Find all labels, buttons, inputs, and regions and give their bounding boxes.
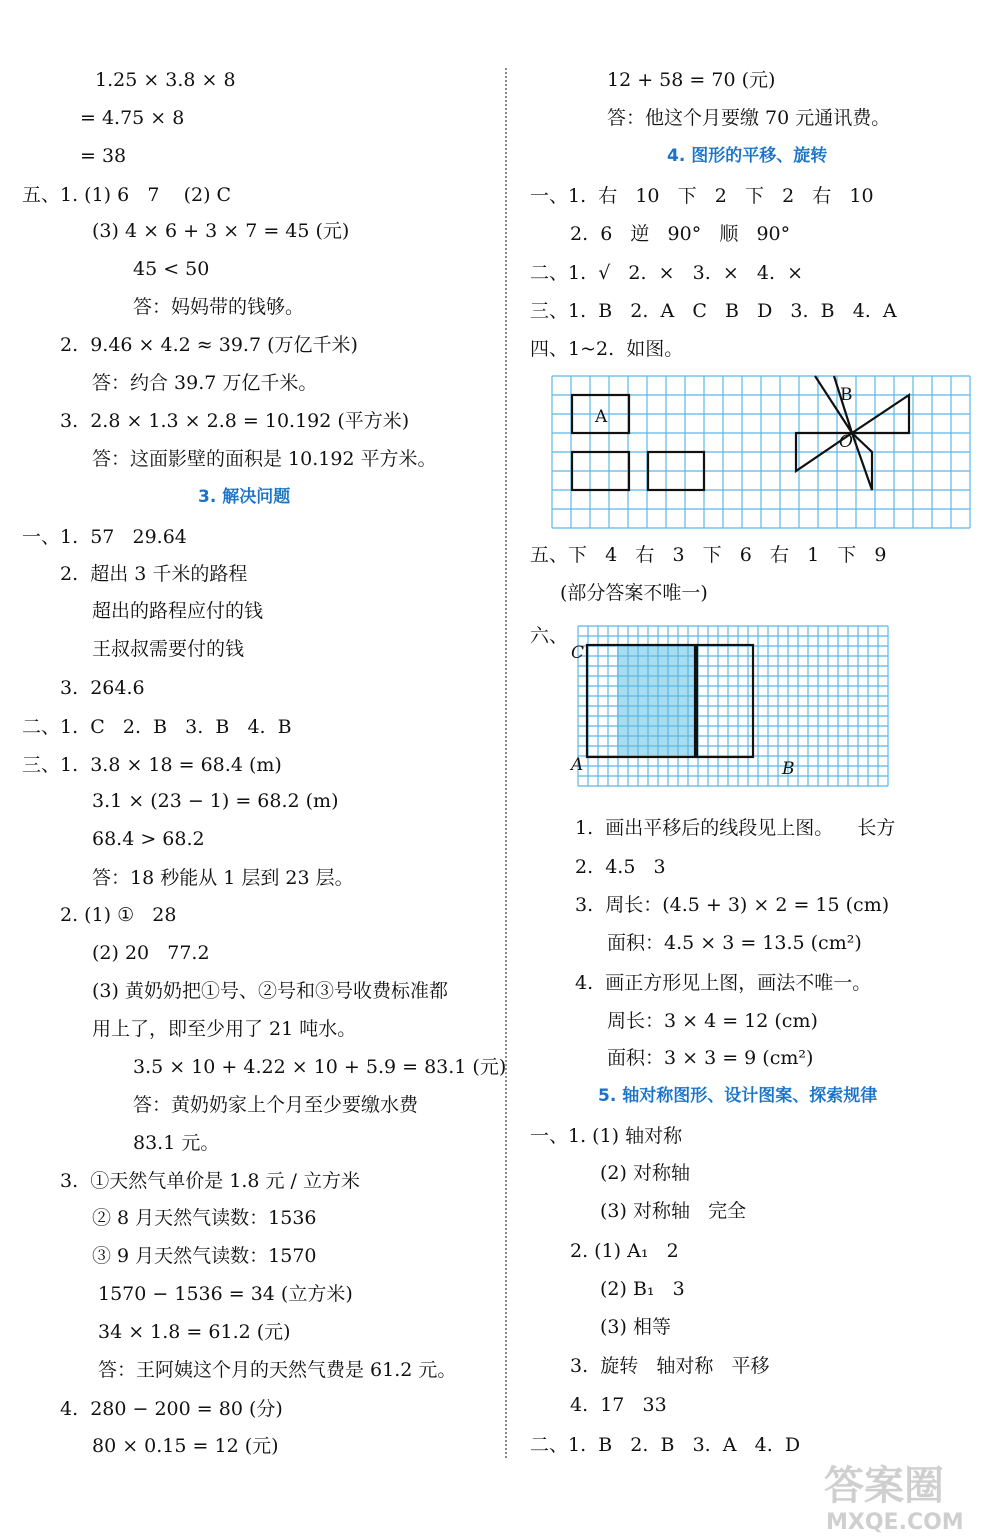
left-line-13: 超出的路程应付的钱	[92, 600, 264, 622]
right-line-19: (3) 对称轴 完全	[600, 1200, 747, 1222]
right-line-12: 3. 周长：(4.5 + 3) × 2 = 15 (cm)	[575, 894, 890, 916]
left-line-31: 1570 − 1536 = 34 (立方米)	[98, 1283, 353, 1305]
right-line-21: (2) B₁ 3	[600, 1278, 685, 1300]
shaded-region	[617, 645, 695, 757]
left-line-2: = 38	[80, 145, 127, 167]
left-line-3: 五、1. (1) 6 7 (2) C	[22, 184, 232, 206]
label-a2: A	[571, 755, 584, 775]
left-line-23: (3) 黄奶奶把①号、②号和③号收费标准都	[92, 980, 448, 1002]
left-line-6: 答：妈妈带的钱够。	[133, 296, 305, 318]
left-line-19: 68.4 > 68.2	[92, 828, 205, 850]
watermark-logo	[820, 1455, 980, 1533]
rectangle-translation-figure	[571, 624, 891, 794]
right-line-23: 3. 旋转 轴对称 平移	[570, 1355, 770, 1377]
right-line-16: 面积：3 × 3 = 9 (cm²)	[607, 1047, 814, 1069]
left-line-18: 3.1 × (23 − 1) = 68.2 (m)	[92, 790, 339, 812]
left-line-17: 三、1. 3.8 × 18 = 68.4 (m)	[22, 754, 282, 776]
right-line-15: 周长：3 × 4 = 12 (cm)	[607, 1010, 818, 1032]
right-line-6: 四、1~2. 如图。	[530, 338, 684, 360]
left-line-32: 34 × 1.8 = 61.2 (元)	[98, 1321, 291, 1343]
left-line-35: 80 × 0.15 = 12 (元)	[92, 1435, 279, 1457]
watermark-site: MXQE.COM	[826, 1510, 964, 1535]
right-line-18: (2) 对称轴	[600, 1162, 690, 1184]
section-heading-1: 4. 图形的平移、旋转	[667, 146, 828, 166]
right-line-0: 12 + 58 = 70 (元)	[607, 69, 776, 91]
left-line-10: 答：这面影壁的面积是 10.192 平方米。	[92, 448, 437, 470]
left-line-28: 3. ①天然气单价是 1.8 元 / 立方米	[60, 1170, 360, 1192]
left-line-22: (2) 20 77.2	[92, 942, 210, 964]
label-o: O	[839, 432, 853, 452]
right-line-1: 答：他这个月要缴 70 元通讯费。	[607, 107, 891, 129]
right-line-17: 一、1. (1) 轴对称	[530, 1125, 683, 1147]
left-line-9: 3. 2.8 × 1.3 × 2.8 = 10.192 (平方米)	[60, 410, 410, 432]
left-line-25: 3.5 × 10 + 4.22 × 10 + 5.9 = 83.1 (元)	[133, 1056, 507, 1078]
right-line-11: 2. 4.5 3	[575, 856, 666, 878]
left-line-20: 答：18 秒能从 1 层到 23 层。	[92, 867, 354, 889]
rotated-shape-down	[852, 433, 872, 490]
right-line-9: 六、	[530, 625, 569, 647]
left-line-27: 83.1 元。	[133, 1132, 220, 1154]
left-line-34: 4. 280 − 200 = 80 (分)	[60, 1398, 283, 1420]
rectangle-translated	[697, 645, 753, 757]
right-line-20: 2. (1) A₁ 2	[570, 1240, 679, 1262]
left-line-14: 王叔叔需要付的钱	[92, 638, 245, 660]
left-line-7: 2. 9.46 × 4.2 ≈ 39.7 (万亿千米)	[60, 334, 358, 356]
label-b: B	[840, 385, 853, 405]
label-a: A	[595, 407, 608, 427]
right-line-25: 二、1. B 2. B 3. A 4. D	[530, 1434, 801, 1456]
left-line-33: 答：王阿姨这个月的天然气费是 61.2 元。	[98, 1359, 457, 1381]
right-line-4: 二、1. √ 2. × 3. × 4. ×	[530, 262, 804, 284]
left-line-11: 一、1. 57 29.64	[22, 526, 187, 548]
left-line-21: 2. (1) ① 28	[60, 904, 177, 926]
right-line-7: 五、下 4 右 3 下 6 右 1 下 9	[530, 544, 887, 566]
left-line-30: ③ 9 月天然气读数：1570	[92, 1245, 317, 1267]
right-line-14: 4. 画正方形见上图，画法不唯一。	[575, 972, 872, 994]
column-divider	[505, 68, 507, 1458]
left-line-1: = 4.75 × 8	[80, 107, 185, 129]
right-line-8: (部分答案不唯一)	[560, 582, 708, 604]
right-line-2: 一、1. 右 10 下 2 下 2 右 10	[530, 185, 874, 207]
left-line-12: 2. 超出 3 千米的路程	[60, 563, 248, 585]
right-line-5: 三、1. B 2. A C B D 3. B 4. A	[530, 300, 897, 322]
label-c: C	[571, 643, 585, 663]
right-line-24: 4. 17 33	[570, 1394, 667, 1416]
right-line-22: (3) 相等	[600, 1316, 671, 1338]
left-line-24: 用上了，即至少用了 21 吨水。	[92, 1018, 357, 1040]
label-b2: B	[782, 759, 795, 779]
right-line-13: 面积：4.5 × 3 = 13.5 (cm²)	[607, 932, 862, 954]
watermark-text: 答案圈	[824, 1463, 944, 1509]
left-line-26: 答：黄奶奶家上个月至少要缴水费	[133, 1094, 419, 1116]
section-heading-0: 3. 解决问题	[198, 487, 291, 507]
section-heading-2: 5. 轴对称图形、设计图案、探索规律	[598, 1086, 878, 1106]
left-line-15: 3. 264.6	[60, 677, 145, 699]
left-line-16: 二、1. C 2. B 3. B 4. B	[22, 716, 292, 738]
right-line-3: 2. 6 逆 90° 顺 90°	[570, 223, 791, 245]
left-line-5: 45 < 50	[133, 258, 210, 280]
left-line-4: (3) 4 × 6 + 3 × 7 = 45 (元)	[92, 220, 350, 242]
left-line-0: 1.25 × 3.8 × 8	[95, 69, 236, 91]
translation-rotation-figure	[551, 374, 969, 528]
right-line-10: 1. 画出平移后的线段见上图。 长方	[575, 817, 896, 839]
left-line-29: ② 8 月天然气读数：1536	[92, 1207, 317, 1229]
left-line-8: 答：约合 39.7 万亿千米。	[92, 372, 318, 394]
